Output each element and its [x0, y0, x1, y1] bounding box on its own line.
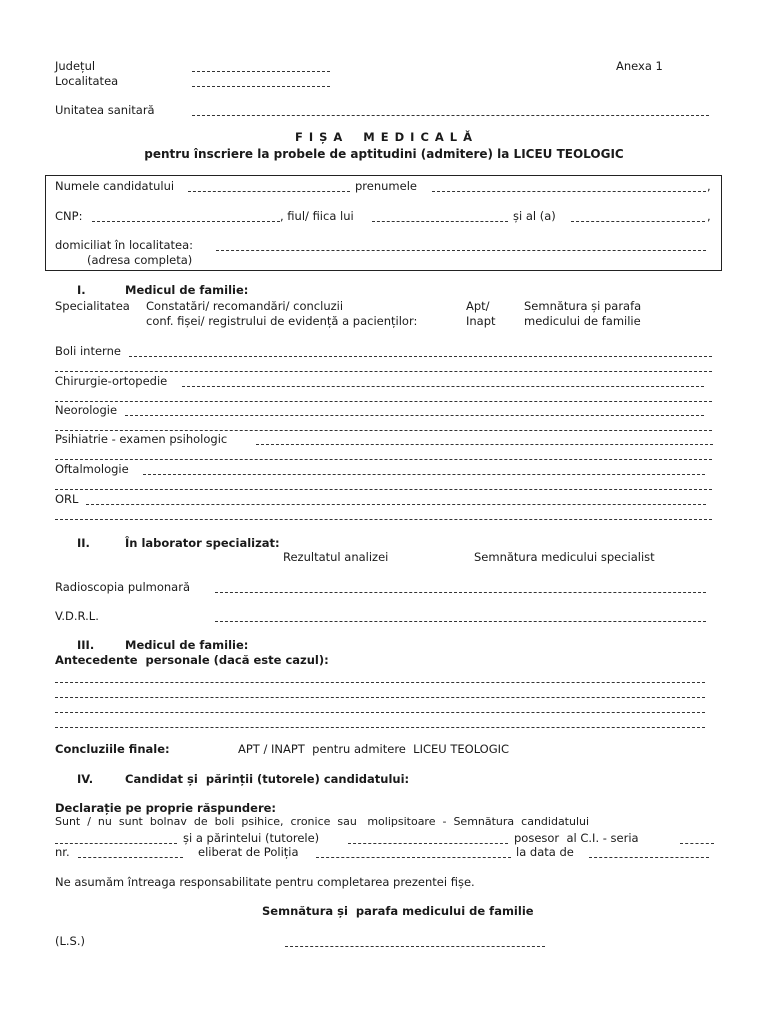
nume-field[interactable] [188, 191, 350, 192]
anexa-label: Anexa 1 [616, 59, 663, 73]
col-semnatura-2: medicului de familie [524, 314, 641, 328]
responsabilitate-text: Ne asumăm întreaga responsabilitate pentru completarea prezentei fișe. [55, 875, 475, 889]
section2-number: II. [77, 536, 90, 550]
antecedente-label: Antecedente personale (dacă este cazul): [55, 653, 329, 667]
declaratie-line1: Sunt / nu sunt bolnav de boli psihice, cronice sau molipsitoare - Semnătura candidatului [55, 815, 590, 828]
specialty-label: ORL [55, 492, 79, 506]
col-semnatura: Semnătura și parafa [524, 299, 642, 313]
section4-heading: Candidat și părinții (tutorele) candidatului: [125, 772, 410, 786]
col-constatari-2: conf. fișei/ registrului de evidență a pacienților: [146, 314, 418, 328]
specialty-field[interactable] [143, 474, 705, 475]
document-title: F I Ș A M E D I C A L Ă [294, 130, 474, 144]
politia-field[interactable] [316, 857, 511, 858]
specialty-label: Neorologie [55, 403, 118, 417]
eliberat-label: eliberat de Poliția [198, 845, 299, 859]
judet-field[interactable] [192, 71, 330, 72]
specialty-field[interactable] [86, 504, 706, 505]
section1-heading: Medicul de familie: [125, 283, 249, 297]
section1-number: I. [77, 283, 86, 297]
cnp-label: CNP: [55, 209, 83, 223]
antecedente-field[interactable] [55, 712, 705, 713]
localitate-field[interactable] [192, 86, 330, 87]
specialty-field[interactable] [129, 356, 712, 357]
specialty-label: Chirurgie-ortopedie [55, 374, 168, 388]
tata-field[interactable] [372, 221, 508, 222]
antecedente-field[interactable] [55, 697, 705, 698]
semnatura-candidat-field[interactable] [55, 843, 177, 844]
nume-label: Numele candidatului [55, 179, 175, 193]
mama-field[interactable] [571, 221, 705, 222]
prenume-label: prenumele [355, 179, 417, 193]
specialty-field[interactable] [125, 415, 704, 416]
section2-heading: În laborator specializat: [125, 536, 280, 550]
col-inapt: Inapt [466, 314, 496, 328]
antecedente-field[interactable] [55, 727, 705, 728]
specialty-field-extra[interactable] [55, 401, 712, 402]
unitate-label: Unitatea sanitară [55, 103, 155, 117]
comma: , [707, 179, 711, 193]
nr-label: nr. [55, 845, 70, 859]
ls-label: (L.S.) [55, 934, 85, 948]
col-specialitatea: Specialitatea [55, 299, 130, 313]
section3-number: III. [77, 638, 95, 652]
document-subtitle: pentru înscriere la probele de aptitudini (admitere) la LICEU TEOLOGIC [144, 147, 624, 161]
unitate-field[interactable] [192, 115, 709, 116]
section3-heading: Medicul de familie: [125, 638, 249, 652]
data-field[interactable] [589, 857, 709, 858]
specialty-label: Boli interne [55, 344, 121, 358]
col-semnatura-specialist: Semnătura medicului specialist [474, 550, 655, 564]
specialty-field-extra[interactable] [55, 430, 712, 431]
domiciliu-label: domiciliat în localitatea: [55, 238, 194, 252]
specialty-label: Oftalmologie [55, 462, 129, 476]
specialty-label: Psihiatrie - examen psihologic [55, 432, 228, 446]
col-rezultat: Rezultatul analizei [283, 550, 389, 564]
test-label: V.D.R.L. [55, 609, 99, 623]
declaratie-heading: Declarație pe proprie răspundere: [55, 801, 277, 815]
seria-field[interactable] [680, 843, 714, 844]
parinte-field[interactable] [348, 843, 508, 844]
posesor-label: posesor al C.I. - seria [514, 831, 639, 845]
cnp-field[interactable] [92, 221, 280, 222]
test-label: Radioscopia pulmonară [55, 580, 190, 594]
localitate-label: Localitatea [55, 74, 119, 88]
test-field[interactable] [215, 621, 706, 622]
nr-field[interactable] [78, 857, 183, 858]
concluzii-value: APT / INAPT pentru admitere LICEU TEOLOGIC [238, 742, 510, 756]
semnatura-medic-label: Semnătura și parafa medicului de familie [262, 904, 534, 918]
antecedente-field[interactable] [55, 682, 705, 683]
fiul-label: , fiul/ fiica lui [280, 209, 354, 223]
si-al-label: și al (a) [513, 209, 556, 223]
specialty-field[interactable] [182, 386, 704, 387]
data-label: la data de [516, 845, 574, 859]
specialty-field-extra[interactable] [55, 459, 712, 460]
test-field[interactable] [215, 592, 706, 593]
semnatura-medic-field[interactable] [285, 946, 545, 947]
comma: , [707, 209, 711, 223]
specialty-field-extra[interactable] [55, 519, 712, 520]
col-constatari: Constatări/ recomandări/ concluzii [146, 299, 344, 313]
specialty-field-extra[interactable] [55, 371, 712, 372]
judet-label: Județul [55, 59, 96, 73]
adresa-note: (adresa completa) [87, 253, 193, 267]
col-apt: Apt/ [466, 299, 490, 313]
concluzii-label: Concluziile finale: [55, 742, 170, 756]
parinte-label: și a părintelui (tutorele) [183, 831, 320, 845]
section4-number: IV. [77, 772, 94, 786]
domiciliu-field[interactable] [216, 250, 706, 251]
prenume-field[interactable] [432, 191, 706, 192]
specialty-field[interactable] [256, 444, 713, 445]
specialty-field-extra[interactable] [55, 489, 712, 490]
